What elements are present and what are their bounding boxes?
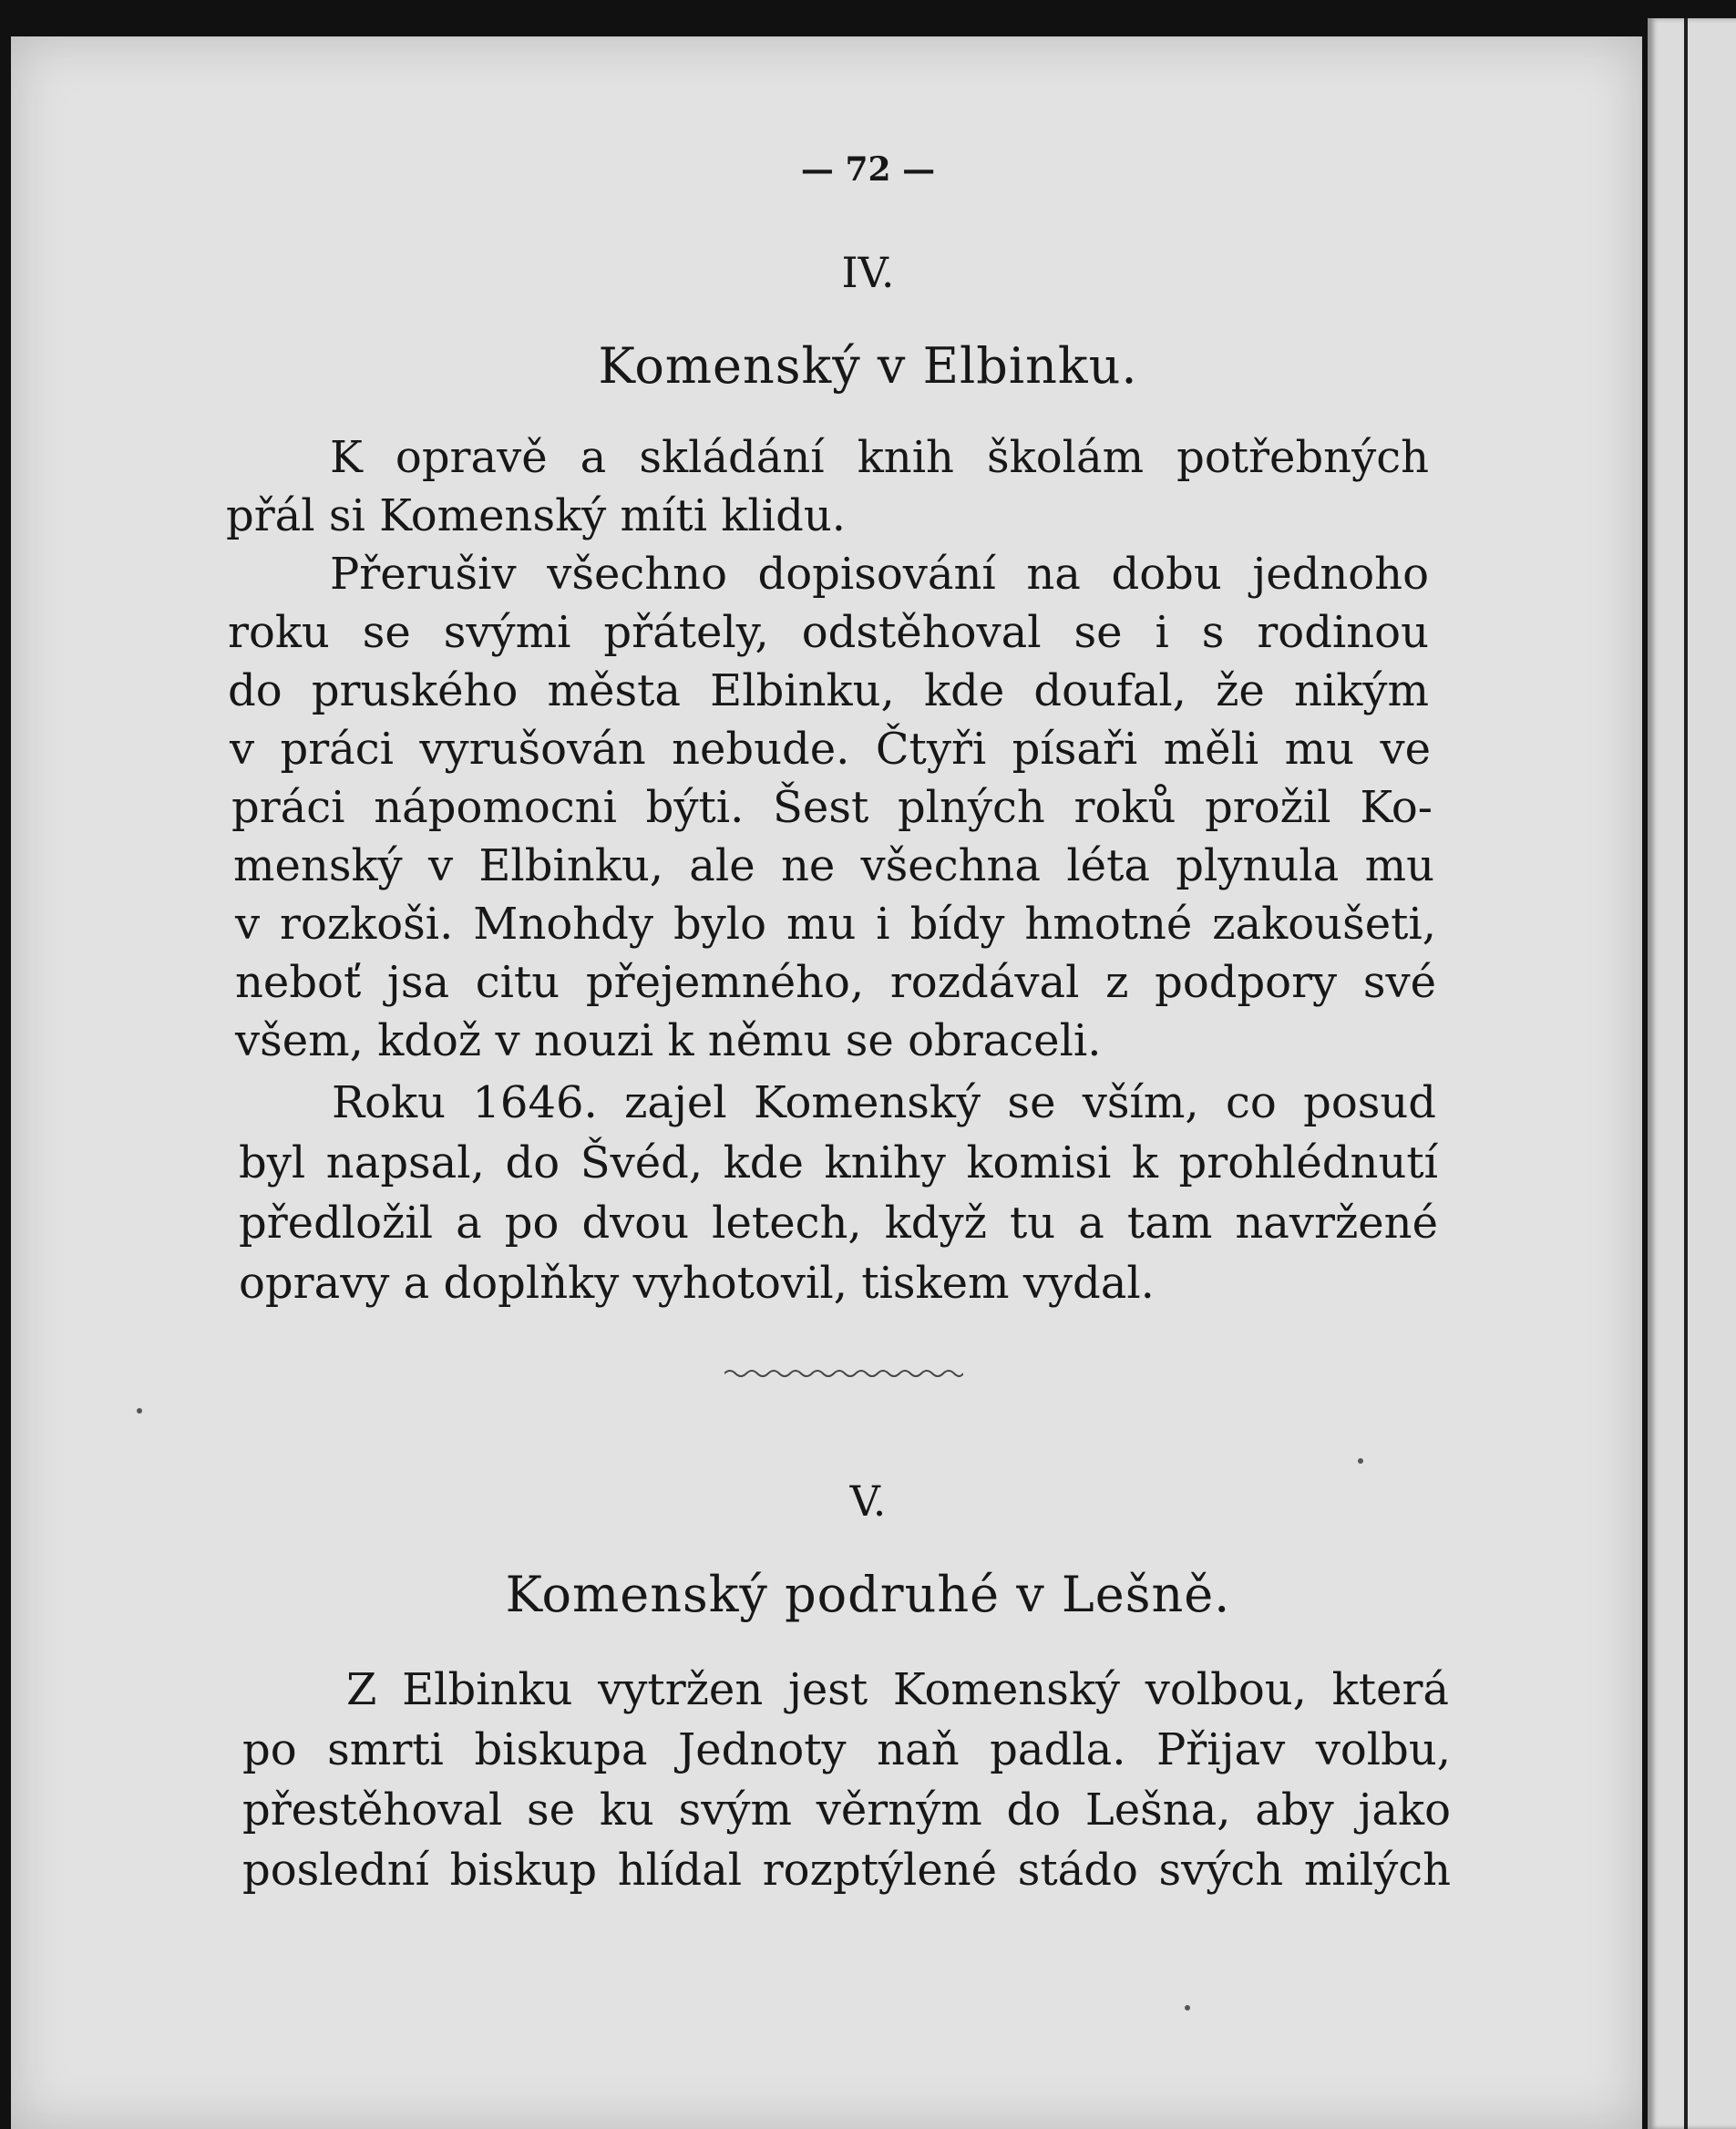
text-line: Roku 1646. zajel Komenský se vším, co posud [332,1077,1436,1128]
text-line: byl napsal, do Švéd, kde knihy komisi k prohlédnutí [239,1137,1438,1188]
text-line: Z Elbinku vytržen jest Komenský volbou, která [346,1664,1449,1715]
text-line: menský v Elbinku, ale ne všechna léta plynula mu [233,840,1434,891]
adjacent-page-edge [1648,18,1736,2129]
text-line: poslední biskup hlídal rozptýlené stádo svých milých [242,1845,1451,1896]
text-line: přestěhoval se ku svým věrným do Lešna, aby jako [242,1784,1451,1836]
page-number: — 72 — [800,150,936,189]
text-line: práci nápomocni býti. Šest plných roků prožil Ko- [231,782,1433,833]
text-line: neboť jsa citu přejemného, rozdával z podpory své [235,957,1436,1008]
text-line: přál si Komenský míti klidu. [226,490,846,541]
wavy-divider-ornament [724,1367,963,1380]
dust-speck [1185,2005,1190,2011]
dust-speck [1358,1458,1363,1464]
section-heading: Komenský podruhé v Lešně. [505,1566,1231,1623]
binding-shadow [1684,18,1688,2129]
text-line: předložil a po dvou letech, když tu a tam navržené [239,1198,1438,1249]
section-numeral: IV. [841,248,895,297]
text-line: v práci vyrušován nebude. Čtyři písaři měli mu ve [230,724,1431,775]
text-line: do pruského města Elbinku, kde doufal, že nikým [228,665,1429,716]
dust-speck [137,1408,142,1414]
text-line: Přerušiv všechno dopisování na dobu jednoho [330,549,1429,600]
text-line: v rozkoši. Mnohdy bylo mu i bídy hmotné zakoušeti, [235,899,1436,950]
section-numeral: V. [849,1476,887,1526]
section-heading: Komenský v Elbinku. [598,337,1138,395]
text-line: opravy a doplňky vyhotovil, tiskem vydal. [239,1258,1155,1309]
text-line: K opravě a skládání knih školám potřebných [330,432,1429,483]
text-line: roku se svými přátely, odstěhoval se i s rodinou [228,607,1429,658]
text-line: všem, kdož v nouzi k němu se obraceli. [235,1015,1102,1066]
text-line: po smrti biskupa Jednoty naň padla. Přijav volbu, [242,1724,1451,1775]
